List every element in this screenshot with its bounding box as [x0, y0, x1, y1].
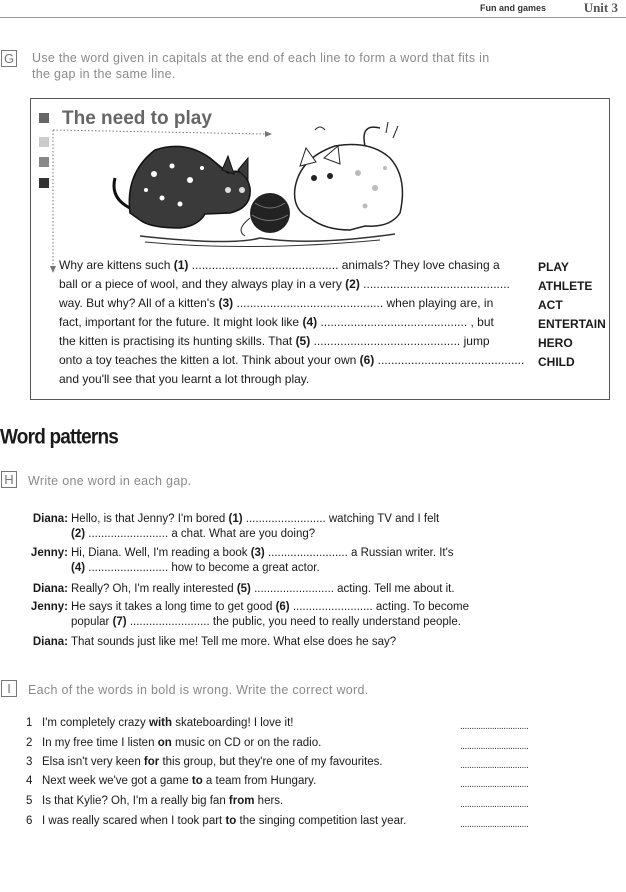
sentence-number: 6	[26, 815, 33, 827]
answer-line[interactable]: ..............................	[460, 779, 529, 790]
answer-line[interactable]: ..............................	[460, 799, 529, 810]
exercise-h-letter: H	[1, 471, 17, 488]
dialogue-line: (4) ......................... how to become a great actor.	[71, 562, 320, 574]
capital-word: HERO	[538, 336, 573, 350]
capital-word: ENTERTAIN	[538, 317, 606, 331]
header-divider	[0, 17, 626, 18]
speaker: Diana:	[32, 636, 68, 648]
exercise-i-letter: I	[1, 680, 17, 697]
square-bullet	[39, 137, 49, 147]
sentence-number: 4	[26, 775, 33, 787]
dialogue-line: Hello, is that Jenny? I'm bored (1) ......................... watching TV and I felt	[71, 513, 440, 525]
kittens-illustration	[110, 118, 410, 253]
passage-line: and you'll see that you learnt a lot through play.	[59, 372, 310, 386]
speaker: Diana:	[32, 513, 68, 525]
sentence: Is that Kylie? Oh, I'm a really big fan from hers.	[42, 795, 284, 807]
answer-line[interactable]: ..............................	[460, 760, 529, 771]
capital-word: PLAY	[538, 260, 569, 274]
passage-line: ball or a piece of wool, and they always play in a very (2) ............................................	[59, 277, 510, 291]
dialogue-line: (2) ......................... a chat. What are you doing?	[71, 528, 316, 540]
speaker: Jenny:	[30, 601, 68, 613]
exercise-g-instruction-2: the gap in the same line.	[32, 67, 176, 81]
sentence: Next week we've got a game to a team from Hungary.	[42, 775, 317, 787]
square-bullet	[39, 178, 49, 188]
passage-line: the kitten is practising its hunting skills. That (5) ............................................ jump	[59, 334, 490, 348]
sentence-number: 5	[26, 795, 33, 807]
speaker: Jenny:	[30, 547, 68, 559]
sentence-number: 1	[26, 717, 33, 729]
sentence: In my free time I listen on music on CD or on the radio.	[42, 737, 322, 749]
passage-line: way. But why? All of a kitten's (3) ............................................ when playing are, in	[59, 296, 494, 310]
speaker: Diana:	[32, 583, 68, 595]
capital-word: ATHLETE	[538, 279, 593, 293]
square-bullet	[39, 157, 49, 167]
passage-line: fact, important for the future. It might look like (4) ............................................ , but	[59, 315, 494, 329]
dialogue-line: Hi, Diana. Well, I'm reading a book (3) ......................... a Russian writer. It's	[71, 547, 454, 559]
capital-word: CHILD	[538, 355, 575, 369]
answer-line[interactable]: ..............................	[460, 741, 529, 752]
unit-label: Unit 3	[583, 0, 618, 15]
exercise-i-instruction: Each of the words in bold is wrong. Write the correct word.	[28, 683, 369, 697]
exercise-h-instruction: Write one word in each gap.	[28, 474, 192, 488]
sentence: Elsa isn't very keen for this group, but they're one of my favourites.	[42, 756, 383, 768]
passage-line: Why are kittens such (1) ............................................ animals? They love chasing a	[59, 258, 500, 272]
sentence-number: 2	[26, 737, 33, 749]
square-bullet	[39, 113, 49, 123]
capital-word: ACT	[538, 298, 563, 312]
section-name: Fun and games	[479, 3, 546, 13]
section-title: Word patterns	[0, 426, 119, 450]
dialogue-line: He says it takes a long time to get good (6) ......................... acting. To become	[71, 601, 470, 613]
answer-line[interactable]: ..............................	[460, 721, 529, 732]
dialogue-line: popular (7) ......................... the public, you need to really understand people.	[71, 616, 461, 628]
answer-line[interactable]: ..............................	[460, 819, 529, 830]
sentence: I'm completely crazy with skateboarding! I love it!	[42, 717, 294, 729]
exercise-g-instruction-1: Use the word given in capitals at the end of each line to form a word that fits in	[32, 51, 490, 65]
dialogue-line: Really? Oh, I'm really interested (5) ......................... acting. Tell me about it.	[71, 583, 455, 595]
exercise-g-letter: G	[1, 50, 17, 67]
sentence-number: 3	[26, 756, 33, 768]
passage-line: onto a toy teaches the kitten a lot. Think about your own (6) ............................................	[59, 353, 525, 367]
dialogue-line: That sounds just like me! Tell me more. What else does he say?	[71, 636, 397, 648]
sentence: I was really scared when I took part to the singing competition last year.	[42, 815, 407, 827]
passage-title: The need to play	[62, 108, 212, 129]
